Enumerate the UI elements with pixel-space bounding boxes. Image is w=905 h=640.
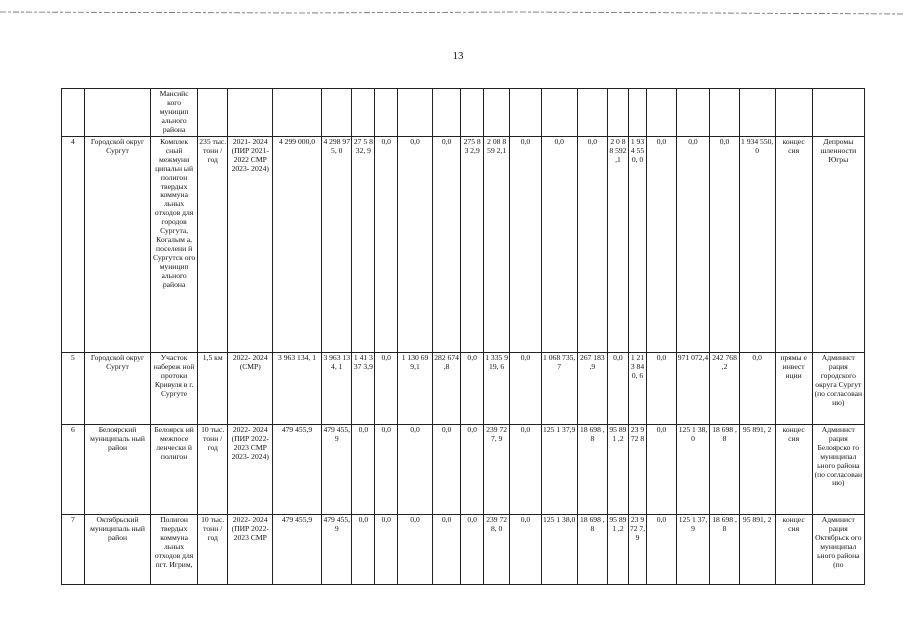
- cell: [484, 89, 510, 137]
- cell: [322, 89, 352, 137]
- row-number: 5: [62, 353, 85, 425]
- period-cell: 2022- 2024 (ПИР 2022- 2023 СМР 2023- 2024): [228, 425, 273, 515]
- mechanism-cell: концес сия: [775, 425, 812, 515]
- responsible-cell: Админист рация Октябрьск ого муниципал ьного района (по: [812, 515, 864, 585]
- value-cell: 0,0: [352, 515, 375, 585]
- value-cell: 1 934 550,0: [739, 137, 775, 353]
- cell: [197, 89, 227, 137]
- period-cell: 2022- 2024 (СМР): [228, 353, 273, 425]
- row-number: 7: [62, 515, 85, 585]
- responsible-cell: Админист рация Белоярско го муниципал ьного района (по согласован ию): [812, 425, 864, 515]
- value-cell: 275 83 2,9: [461, 137, 484, 353]
- value-cell: 0,0: [398, 137, 433, 353]
- value-cell: 23 9 72 8: [628, 425, 646, 515]
- row-number: 6: [62, 425, 85, 515]
- value-cell: 267 183 ,9: [577, 353, 607, 425]
- object-name-continued: Мансийс кого муницип ального района: [151, 89, 198, 137]
- capacity-cell: 10 тыс. тонн /год: [197, 515, 227, 585]
- value-cell: 971 072,4: [676, 353, 710, 425]
- value-cell: 0,0: [541, 137, 577, 353]
- scan-top-edge-line: [0, 8, 905, 20]
- row-number: 4: [62, 137, 85, 353]
- capacity-cell: 1,5 км: [197, 353, 227, 425]
- cell: [398, 89, 433, 137]
- object-cell: Комплек сный межмуни ципальн ый полигон твердых коммуна льных отходов для городов Сургута, Когалым а, поселени й Сургутск ого муницип ального района: [151, 137, 198, 353]
- value-cell: 242 768 ,2: [710, 353, 739, 425]
- value-cell: 0,0: [676, 137, 710, 353]
- value-cell: 0,0: [461, 425, 484, 515]
- value-cell: 282 674 ,8: [432, 353, 460, 425]
- cell: [628, 89, 646, 137]
- responsible-cell: Депромы шленности Югры: [812, 137, 864, 353]
- value-cell: 23 9 72 7, 9: [628, 515, 646, 585]
- value-cell: 0,0: [647, 425, 676, 515]
- value-cell: 0,0: [398, 515, 433, 585]
- value-cell: 0,0: [608, 353, 629, 425]
- value-cell: 0,0: [647, 353, 676, 425]
- table-row: [62, 425, 865, 515]
- cell: [647, 89, 676, 137]
- cell: [739, 89, 775, 137]
- value-cell: 479 455,9: [273, 515, 322, 585]
- capacity-cell: 235 тыс. тонн /год: [197, 137, 227, 353]
- value-cell: 0,0: [739, 353, 775, 425]
- value-cell: 1 93 4 55 0, 0: [628, 137, 646, 353]
- value-cell: 1 21 3 84 0, 6: [628, 353, 646, 425]
- value-cell: 0,0: [510, 137, 542, 353]
- continuation-row: [62, 89, 865, 137]
- value-cell: 0,0: [432, 515, 460, 585]
- value-cell: 1 130 699,1: [398, 353, 433, 425]
- value-cell: 18 698 ,8: [710, 515, 739, 585]
- cell: [510, 89, 542, 137]
- cell: [461, 89, 484, 137]
- period-cell: 2021- 2024 (ПИР 2021- 2022 СМР 2023- 2024): [228, 137, 273, 353]
- value-cell: 0,0: [461, 515, 484, 585]
- page-number: 13: [452, 50, 464, 62]
- value-cell: 0,0: [398, 425, 433, 515]
- value-cell: 125 1 37,9: [676, 515, 710, 585]
- value-cell: 2 08 8 59 2,1: [484, 137, 510, 353]
- value-cell: 0,0: [352, 425, 375, 515]
- value-cell: 0,0: [432, 137, 460, 353]
- value-cell: 95 891 ,2: [608, 425, 629, 515]
- municipality-cell: Городской округ Сургут: [84, 353, 150, 425]
- value-cell: 239 727, 9: [484, 425, 510, 515]
- cell: [273, 89, 322, 137]
- value-cell: 125 1 38,0: [541, 515, 577, 585]
- mechanism-cell: прямы е инвест иции: [775, 353, 812, 425]
- capacity-cell: 10 тыс. тонн /год: [197, 425, 227, 515]
- mechanism-cell: концес сия: [775, 515, 812, 585]
- value-cell: 0,0: [647, 137, 676, 353]
- cell: [62, 89, 85, 137]
- value-cell: 1 335 919, 6: [484, 353, 510, 425]
- cell: [541, 89, 577, 137]
- value-cell: 125 1 37,9: [541, 425, 577, 515]
- value-cell: 1 41 3 37 3,9: [352, 353, 375, 425]
- municipality-cell: Октябрьский муниципаль ный район: [84, 515, 150, 585]
- cell: [352, 89, 375, 137]
- cell: [775, 89, 812, 137]
- value-cell: 95 891 ,2: [608, 515, 629, 585]
- value-cell: 0,0: [577, 137, 607, 353]
- value-cell: 0,0: [647, 515, 676, 585]
- cell: [577, 89, 607, 137]
- value-cell: 95 891, 2: [739, 425, 775, 515]
- value-cell: 239 728, 0: [484, 515, 510, 585]
- value-cell: 95 891, 2: [739, 515, 775, 585]
- investment-projects-table: [61, 88, 865, 585]
- value-cell: 0,0: [375, 137, 398, 353]
- municipality-cell: Белоярский муниципаль ный район: [84, 425, 150, 515]
- value-cell: 0,0: [510, 425, 542, 515]
- value-cell: 4 299 000,0: [273, 137, 322, 353]
- value-cell: 479 455,9: [273, 425, 322, 515]
- responsible-cell: Админист рация городского округа Сургут (по согласован ию): [812, 353, 864, 425]
- mechanism-cell: концес сия: [775, 137, 812, 353]
- value-cell: 18 698 ,8: [577, 425, 607, 515]
- municipality-cell: Городской округ Сургут: [84, 137, 150, 353]
- cell: [228, 89, 273, 137]
- period-cell: 2022- 2024 (ПИР 2022- 2023 СМР: [228, 515, 273, 585]
- value-cell: 125 1 38,0: [676, 425, 710, 515]
- value-cell: 0,0: [461, 353, 484, 425]
- value-cell: 4 298 975, 0: [322, 137, 352, 353]
- object-cell: Полигон твердых коммуна льных отходов для пгт. Игрим,: [151, 515, 198, 585]
- table-row: [62, 353, 865, 425]
- value-cell: 18 698 ,8: [577, 515, 607, 585]
- value-cell: 0,0: [710, 137, 739, 353]
- table-row: [62, 137, 865, 353]
- value-cell: 27 5 8 32, 9: [352, 137, 375, 353]
- cell: [608, 89, 629, 137]
- value-cell: 0,0: [375, 353, 398, 425]
- cell: [84, 89, 150, 137]
- value-cell: 0,0: [510, 353, 542, 425]
- value-cell: 18 698 ,8: [710, 425, 739, 515]
- value-cell: 3 963 134, 1: [322, 353, 352, 425]
- value-cell: 0,0: [375, 425, 398, 515]
- value-cell: 2 0 88 592 ,1: [608, 137, 629, 353]
- object-cell: Белоярск ий межпосе ленчески й полигон: [151, 425, 198, 515]
- cell: [432, 89, 460, 137]
- value-cell: 479 455, 9: [322, 515, 352, 585]
- cell: [710, 89, 739, 137]
- value-cell: 0,0: [510, 515, 542, 585]
- cell: [812, 89, 864, 137]
- value-cell: 0,0: [375, 515, 398, 585]
- value-cell: 479 455, 9: [322, 425, 352, 515]
- value-cell: 0,0: [432, 425, 460, 515]
- table-row: [62, 515, 865, 585]
- cell: [375, 89, 398, 137]
- value-cell: 1 068 735,7: [541, 353, 577, 425]
- object-cell: Участок набереж ной протоки Кривуля в г. Сургуте: [151, 353, 198, 425]
- cell: [676, 89, 710, 137]
- value-cell: 3 963 134, 1: [273, 353, 322, 425]
